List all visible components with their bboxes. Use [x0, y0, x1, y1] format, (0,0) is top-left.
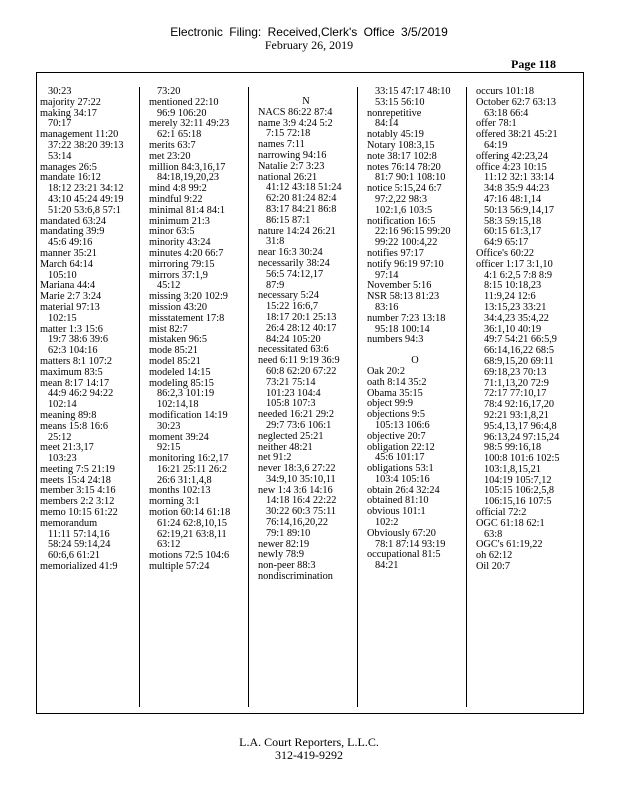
index-entry: oath 8:14 35:2 [367, 376, 427, 388]
index-entry: object 99:9 [367, 398, 414, 410]
index-continuation: 37:22 38:20 39:13 [48, 139, 124, 151]
index-entry: modification 14:19 [149, 409, 228, 421]
index-entry: merits 63:7 [149, 139, 196, 151]
index-continuation: 70:17 [48, 118, 72, 130]
index-entry: Natalie 2:7 3:23 [258, 160, 325, 172]
index-entry: occurs 101:18 [476, 87, 535, 97]
index-column-1 [37, 87, 140, 707]
index-entry: notifies 97:17 [367, 247, 424, 259]
index-entry: matter 1:3 15:6 [40, 323, 103, 335]
index-entry: notes 76:14 78:20 [367, 161, 441, 173]
index-entry: manner 35:21 [40, 247, 97, 259]
index-entry: notification 16:5 [367, 215, 436, 227]
index-continuation: 102:15 [48, 312, 77, 324]
index-entry: official 72:2 [476, 507, 527, 519]
index-continuation: 100:8 101:6 102:5 [484, 453, 560, 465]
index-continuation: 45:12 [157, 280, 181, 292]
index-continuation: 76:14,16,20,22 [266, 517, 329, 529]
index-continuation: 62:1 65:18 [157, 129, 202, 141]
index-continuation: 99:22 100:4,22 [375, 237, 438, 249]
index-entry: November 5:16 [367, 280, 432, 292]
index-continuation: 64:19 [484, 139, 508, 151]
index-entry: mandate 16:12 [40, 172, 101, 184]
index-continuation: 34:4,23 35:4,22 [484, 312, 549, 324]
page-number: Page 118 [511, 57, 556, 71]
index-continuation: 62:20 81:24 82:4 [266, 193, 337, 205]
index-continuation: 102:1,6 103:5 [375, 204, 433, 216]
index-entry: notice 5:15,24 6:7 [367, 183, 442, 195]
index-entry: morning 3:1 [149, 496, 200, 508]
index-continuation: 58:24 59:14,24 [48, 539, 111, 551]
index-entry: mode 85:21 [149, 345, 198, 357]
index-entry: maximum 83:5 [40, 366, 103, 378]
index-continuation: 79:1 89:10 [266, 527, 311, 539]
index-entry: model 85:21 [149, 355, 201, 367]
index-continuation: 15:22 16:6,7 [266, 301, 319, 313]
index-continuation: 66:14,16,22 68:5 [484, 345, 555, 357]
index-continuation: 47:16 48:1,14 [484, 193, 542, 205]
index-entry: minimal 81:4 84:1 [149, 204, 226, 216]
index-continuation: 63:18 66:4 [484, 107, 529, 119]
index-entry: Notary 108:3,15 [367, 139, 435, 151]
index-entry: new 1:4 3:6 14:16 [258, 484, 333, 496]
index-entry: number 7:23 13:18 [367, 312, 446, 324]
index-continuation: 60:8 62:20 67:22 [266, 365, 337, 377]
index-entry: material 97:13 [40, 301, 100, 313]
index-continuation: 16:21 25:11 26:2 [157, 463, 227, 475]
index-continuation: 26:4 28:12 40:17 [266, 322, 337, 334]
index-entry: offer 78:1 [476, 118, 517, 130]
index-entry: minutes 4:20 66:7 [149, 247, 224, 259]
index-entry: mistaken 96:5 [149, 334, 208, 346]
index-entry: March 64:14 [40, 258, 93, 270]
index-entry: national 26:21 [258, 171, 318, 183]
index-continuation: 105:10 [48, 269, 77, 281]
index-continuation: 33:15 47:17 48:10 [375, 87, 451, 97]
index-continuation: 4:1 6:2,5 7:8 8:9 [484, 269, 553, 281]
index-continuation: 8:15 10:18,23 [484, 280, 542, 292]
index-entry: memorialized 41:9 [40, 561, 118, 573]
court-reporter-phone: 312-419-9292 [275, 748, 343, 762]
index-continuation: 43:10 45:24 49:19 [48, 193, 124, 205]
index-entry: oh 62:12 [476, 550, 513, 562]
index-continuation: 86:15 87:1 [266, 214, 311, 226]
index-entry: meet 21:3,17 [40, 442, 94, 454]
index-continuation: 98:5 99:16,18 [484, 442, 542, 454]
index-entry: necessary 5:24 [258, 290, 319, 302]
index-continuation: 11:9,24 12:6 [484, 291, 536, 303]
index-entry: memorandum [40, 517, 98, 529]
index-entry: names 7:11 [258, 139, 305, 151]
index-entry: necessitated 63:6 [258, 344, 329, 356]
index-entry: moment 39:24 [149, 431, 209, 443]
index-entry: Mariana 44:4 [40, 280, 96, 292]
index-continuation: 53:15 56:10 [375, 96, 425, 108]
index-entry: obligation 22:12 [367, 441, 435, 453]
index-continuation: 41:12 43:18 51:24 [266, 182, 342, 194]
index-column-4 [364, 87, 467, 707]
index-continuation: 92:15 [157, 442, 181, 454]
index-entry: newly 78:9 [258, 549, 305, 561]
index-continuation: 19:7 38:6 39:6 [48, 334, 109, 346]
index-entry: members 2:2 3:12 [40, 496, 115, 508]
index-continuation: 84:24 105:20 [266, 333, 321, 345]
index-continuation: 30:23 [157, 420, 181, 432]
index-continuation: 25:12 [48, 431, 72, 443]
index-entry: multiple 57:24 [149, 561, 210, 573]
index-column-5 [473, 87, 575, 707]
index-continuation: 102:14 [48, 399, 77, 411]
index-column-3 [255, 87, 358, 707]
index-continuation: 63:8 [484, 528, 503, 540]
index-entry: motions 72:5 104:6 [149, 550, 230, 562]
index-continuation: 14:18 16:4 22:22 [266, 495, 337, 507]
index-continuation: 97:2,22 98:3 [375, 193, 428, 205]
index-entry: Oil 20:7 [476, 561, 511, 573]
index-entry: mentioned 22:10 [149, 96, 219, 108]
index-entry: manages 26:5 [40, 161, 97, 173]
index-frame [36, 72, 584, 714]
index-entry: name 3:9 4:24 5:2 [258, 117, 333, 129]
index-continuation: 62:3 104:16 [48, 345, 98, 357]
index-entry: newer 82:19 [258, 538, 310, 550]
index-letter-heading: O [411, 355, 419, 367]
index-entry: obtain 26:4 32:24 [367, 484, 440, 496]
index-entry: NSR 58:13 81:23 [367, 291, 440, 303]
index-entry: minor 63:5 [149, 226, 195, 238]
index-continuation: 72:17 77:10,17 [484, 388, 547, 400]
index-entry: member 3:15 4:16 [40, 485, 116, 497]
index-continuation: 30:22 60:3 75:11 [266, 506, 336, 518]
index-continuation: 50:13 56:9,14,17 [484, 204, 555, 216]
index-entry: notably 45:19 [367, 129, 424, 141]
index-entry: neither 48:21 [258, 441, 313, 453]
index-entry: OGC 61:18 62:1 [476, 517, 545, 529]
index-entry: NACS 86:22 87:4 [258, 106, 333, 118]
index-continuation: 18:17 20:1 25:13 [266, 311, 337, 323]
index-entry: nonrepetitive [367, 107, 422, 119]
index-continuation: 105:15 106:2,5,8 [484, 485, 555, 497]
index-entry: objective 20:7 [367, 430, 426, 442]
index-entry: officer 1:17 3:1,10 [476, 258, 553, 270]
index-entry: objections 9:5 [367, 409, 426, 421]
index-continuation: 103:1,8,15,21 [484, 463, 541, 475]
index-continuation: 104:19 105:7,12 [484, 474, 552, 486]
index-entry: Oak 20:2 [367, 365, 406, 377]
index-entry: matters 8:1 107:2 [40, 355, 113, 367]
index-continuation: 58:3 59:15,18 [484, 215, 542, 227]
index-continuation: 62:19,21 63:8,11 [157, 528, 227, 540]
index-entry: office 4:23 10:15 [476, 161, 547, 173]
index-column-2 [146, 87, 249, 707]
index-entry: memo 10:15 61:22 [40, 507, 118, 519]
index-continuation: 7:15 72:18 [266, 128, 311, 140]
index-entry: obvious 101:1 [367, 506, 426, 518]
index-continuation: 56:5 74:12,17 [266, 268, 324, 280]
index-continuation: 22:16 96:15 99:20 [375, 226, 451, 238]
index-continuation: 45:6 49:16 [48, 237, 93, 249]
index-entry: note 38:17 102:8 [367, 150, 437, 162]
index-entry: offering 42:23,24 [476, 150, 548, 162]
index-continuation: 86:2,3 101:19 [157, 388, 215, 400]
index-entry: meeting 7:5 21:19 [40, 463, 115, 475]
index-entry: minority 43:24 [149, 237, 211, 249]
index-entry: mirrors 37:1,9 [149, 269, 208, 281]
index-continuation: 96:13,24 97:15,24 [484, 431, 560, 443]
index-entry: mission 43:20 [149, 301, 208, 313]
index-entry: meets 15:4 24:18 [40, 474, 111, 486]
index-entry: necessarily 38:24 [258, 257, 330, 269]
index-continuation: 44:9 46:2 94:22 [48, 388, 114, 400]
index-entry: merely 32:11 49:23 [149, 118, 230, 130]
index-continuation: 78:4 92:16,17,20 [484, 399, 555, 411]
index-entry: OGC's 61:19,22 [476, 539, 543, 551]
index-entry: modeled 14:15 [149, 366, 211, 378]
index-entry: minimum 21:3 [149, 215, 210, 227]
index-entry: meaning 89:8 [40, 409, 97, 421]
index-entry: million 84:3,16,17 [149, 161, 226, 173]
index-continuation: 92:21 93:1,8,21 [484, 409, 549, 421]
index-entry: Obviously 67:20 [367, 527, 436, 539]
index-continuation: 68:9,15,20 69:11 [484, 355, 554, 367]
index-entry: modeling 85:15 [149, 377, 214, 389]
index-entry: need 6:11 9:19 36:9 [258, 355, 340, 367]
index-entry: never 18:3,6 27:22 [258, 463, 336, 475]
index-entry: non-peer 88:3 [258, 560, 316, 572]
index-continuation: 97:14 [375, 269, 399, 281]
index-continuation: 106:15,16 107:5 [484, 496, 552, 508]
index-continuation: 84:18,19,20,23 [157, 172, 220, 184]
index-entry: met 23:20 [149, 150, 191, 162]
index-entry: near 16:3 30:24 [258, 247, 323, 259]
index-continuation: 103:23 [48, 453, 77, 465]
index-entry: missing 3:20 102:9 [149, 291, 228, 303]
index-entry: mist 82:7 [149, 323, 188, 335]
index-entry: months 102:13 [149, 485, 211, 497]
filing-header: Electronic Filing: Received,Clerk's Office 3/5/2019 [170, 25, 448, 39]
index-continuation: 64:9 65:17 [484, 237, 529, 249]
index-entry: mandating 39:9 [40, 226, 105, 238]
index-entry: Office's 60:22 [476, 247, 535, 259]
index-continuation: 83:16 [375, 301, 399, 313]
index-entry: management 11:20 [40, 129, 119, 141]
index-entry: occupational 81:5 [367, 549, 441, 561]
index-entry: Marie 2:7 3:24 [40, 291, 102, 303]
index-entry: mind 4:8 99:2 [149, 183, 207, 195]
index-entry: making 34:17 [40, 107, 97, 119]
index-entry: monitoring 16:2,17 [149, 453, 229, 465]
index-continuation: 95:4,13,17 96:4,8 [484, 420, 557, 432]
index-entry: notify 96:19 97:10 [367, 258, 444, 270]
index-entry: narrowing 94:16 [258, 149, 327, 161]
index-continuation: 61:24 62:8,10,15 [157, 517, 228, 529]
index-entry: mindful 9:22 [149, 193, 203, 205]
index-continuation: 84:14 [375, 118, 399, 130]
index-continuation: 36:1,10 40:19 [484, 323, 542, 335]
index-letter-heading: N [302, 96, 310, 107]
index-continuation: 34:8 35:9 44:23 [484, 183, 550, 195]
index-continuation: 73:20 [157, 87, 181, 97]
filing-date: February 26, 2019 [264, 38, 354, 52]
index-continuation: 83:17 84:21 86:8 [266, 203, 337, 215]
index-continuation: 105:8 107:3 [266, 398, 316, 410]
court-reporter-name: L.A. Court Reporters, L.L.C. [239, 735, 379, 749]
index-continuation: 45:6 101:17 [375, 452, 425, 464]
index-continuation: 13:15,23 33:21 [484, 301, 547, 313]
index-continuation: 102:14,18 [157, 399, 199, 411]
index-continuation: 63:12 [157, 539, 181, 551]
index-continuation: 60:6,6 61:21 [48, 550, 101, 562]
index-continuation: 31:8 [266, 236, 285, 248]
index-entry: neglected 25:21 [258, 430, 324, 442]
index-continuation: 34:9,10 35:10,11 [266, 473, 336, 485]
index-entry: needed 16:21 29:2 [258, 409, 335, 421]
index-continuation: 26:6 31:1,4,8 [157, 474, 212, 486]
index-continuation: 51:20 53:6,8 57:1 [48, 204, 121, 216]
index-continuation: 60:15 61:3,17 [484, 226, 542, 238]
index-entry: net 91:2 [258, 452, 292, 464]
index-continuation: 105:13 106:6 [375, 419, 430, 431]
index-entry: October 62:7 63:13 [476, 96, 557, 108]
index-entry: means 15:8 16:6 [40, 420, 109, 432]
index-continuation: 49:7 54:21 66:5,9 [484, 334, 557, 346]
index-entry: numbers 94:3 [367, 334, 424, 346]
index-entry: mean 8:17 14:17 [40, 377, 110, 389]
index-entry: nature 14:24 26:21 [258, 225, 336, 237]
index-continuation: 103:4 105:16 [375, 473, 430, 485]
index-continuation: 53:14 [48, 150, 72, 162]
index-continuation: 69:18,23 70:13 [484, 366, 547, 378]
index-entry: Obama 35:15 [367, 387, 423, 399]
index-continuation: 71:1,13,20 72:9 [484, 377, 549, 389]
index-continuation: 18:12 23:21 34:12 [48, 183, 124, 195]
index-entry: motion 60:14 61:18 [149, 507, 231, 519]
index-continuation: 30:23 [48, 87, 72, 97]
index-continuation: 102:2 [375, 517, 399, 529]
index-continuation: 78:1 87:14 93:19 [375, 538, 446, 550]
index-entry: mirroring 79:15 [149, 258, 215, 270]
index-entry: obligations 53:1 [367, 463, 434, 475]
index-entry: majority 27:22 [40, 96, 101, 108]
index-entry: offered 38:21 45:21 [476, 129, 558, 141]
index-entry: nondiscrimination [258, 571, 333, 583]
index-continuation: 11:11 57:14,16 [48, 528, 110, 540]
index-continuation: 11:12 32:1 33:14 [484, 172, 554, 184]
index-continuation: 87:9 [266, 279, 285, 291]
index-continuation: 95:18 100:14 [375, 323, 430, 335]
index-continuation: 101:23 104:4 [266, 387, 321, 399]
index-continuation: 84:21 [375, 560, 399, 572]
index-continuation: 81:7 90:1 108:10 [375, 172, 446, 184]
index-entry: obtained 81:10 [367, 495, 429, 507]
index-entry: misstatement 17:8 [149, 312, 225, 324]
index-entry: mandated 63:24 [40, 215, 107, 227]
index-continuation: 29:7 73:6 106:1 [266, 419, 332, 431]
index-continuation: 96:9 106:20 [157, 107, 207, 119]
index-continuation: 73:21 75:14 [266, 376, 316, 388]
